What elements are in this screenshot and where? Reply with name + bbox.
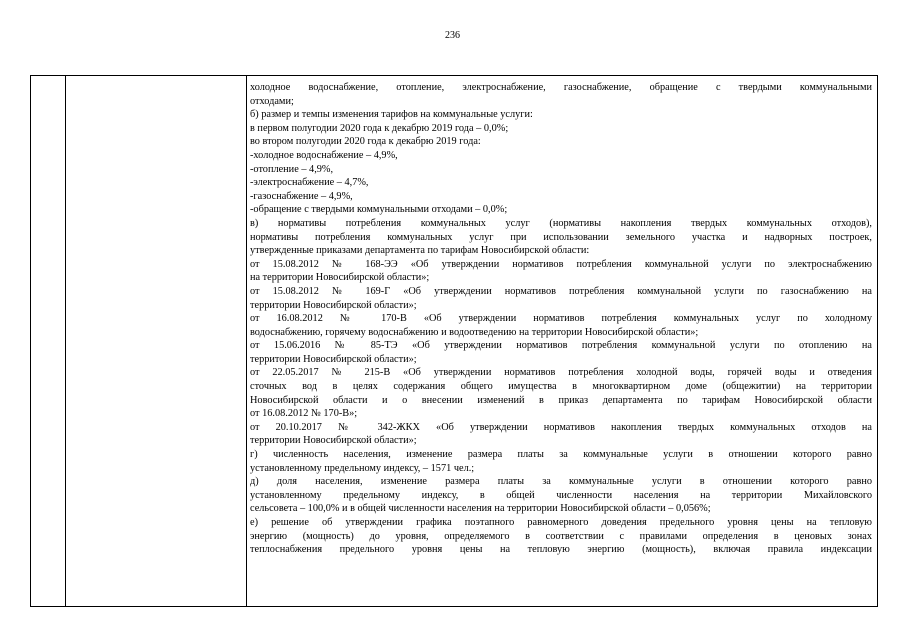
text-line: нормативы потребления коммунальных услуг при использовании земельного участка и надворных построек, [250, 231, 872, 243]
text-line: от 16.08.2012 № 170-В «Об утверждении нормативов потребления коммунальных услуг по холодному [250, 313, 872, 325]
document-table [30, 75, 878, 607]
text-line: от 15.08.2012 № 169-Г «Об утверждении нормативов потребления коммунальной услуги по газоснабжению на [250, 285, 872, 297]
text-line: -обращение с твердыми коммунальными отходами – 0,0%; [250, 204, 508, 216]
text-line: д) доля населения, изменение размера платы за коммунальные услуги в отношении которого равно [250, 476, 872, 488]
text-line: территории Новосибирской области»; [250, 353, 417, 365]
text-line: территории Новосибирской области»; [250, 435, 417, 447]
text-line: -газоснабжение – 4,9%, [250, 190, 353, 202]
text-line: от 16.08.2012 № 170-В»; [250, 408, 358, 420]
text-line: теплоснабжения предельного уровня цены на тепловую энергию (мощность), включая правила индексации [250, 544, 872, 556]
text-line: -электроснабжение – 4,7%, [250, 177, 369, 189]
text-line: утвержденные приказами департамента по тарифам Новосибирской области: [250, 245, 590, 257]
text-line: в первом полугодии 2020 года к декабрю 2019 года – 0,0%; [250, 122, 509, 134]
text-line: холодное водоснабжение, отопление, электроснабжение, газоснабжение, обращение с твердыми коммунальными [250, 82, 872, 93]
text-line: от 15.08.2012 № 168-ЭЭ «Об утверждении нормативов потребления коммунальной услуги по электроснабжению [250, 258, 872, 270]
text-line: территории Новосибирской области»; [250, 299, 417, 311]
text-line: во втором полугодии 2020 года к декабрю 2019 года: [250, 136, 481, 148]
text-line: -холодное водоснабжение – 4,9%, [250, 149, 398, 161]
text-line: -отопление – 4,9%, [250, 163, 334, 175]
text-line: от 20.10.2017 № 342-ЖКХ «Об утверждении нормативов накопления твердых коммунальных отходов на [250, 421, 872, 433]
text-line: сточных вод в целях содержания общего имущества в многоквартирном доме (общежитии) на территории [250, 381, 872, 393]
text-line: водоснабжению, горячему водоснабжению и водоотведению на территории Новосибирской области»; [250, 326, 699, 338]
text-line: в) нормативы потребления коммунальных услуг (нормативы накопления твердых коммунальных отходов), [250, 217, 872, 229]
text-line: установленному предельному индексу, в общей численности населения на территории Михайловского [250, 489, 872, 501]
text-line: сельсовета – 100,0% и в общей численности населения на территории Новосибирской области – 0,056%; [250, 503, 711, 515]
text-line: от 15.06.2016 № 85-ТЭ «Об утверждении нормативов потребления коммунальной услуги по отоплению на [250, 340, 872, 352]
text-line: на территории Новосибирской области»; [250, 272, 430, 284]
text-line: энергию (мощность) до уровня, определяемого в соответствии с правилами определения в ценовых зонах [250, 530, 872, 542]
text-line: отходами; [250, 95, 294, 107]
text-line: г) численность населения, изменение размера платы за коммунальные услуги в отношении которого равно [250, 449, 872, 461]
text-line: от 22.05.2017 № 215-В «Об утверждении нормативов потребления холодной воды, горячей воды и отведения [250, 367, 872, 379]
text-line: е) решение об утверждении графика поэтапного равномерного доведения предельного уровня цены на тепловую [250, 517, 872, 528]
text-line: б) размер и темпы изменения тарифов на коммунальные услуги: [250, 109, 533, 121]
text-line: установленному предельному индексу, – 1571 чел.; [250, 462, 475, 474]
text-cell [250, 81, 872, 557]
text-line: Новосибирской области и о внесении изменений в приказ департамента по тарифам Новосибирской области [250, 394, 872, 406]
page-number: 236 [445, 30, 460, 41]
column-divider-1 [65, 76, 66, 606]
column-divider-2 [246, 76, 247, 606]
